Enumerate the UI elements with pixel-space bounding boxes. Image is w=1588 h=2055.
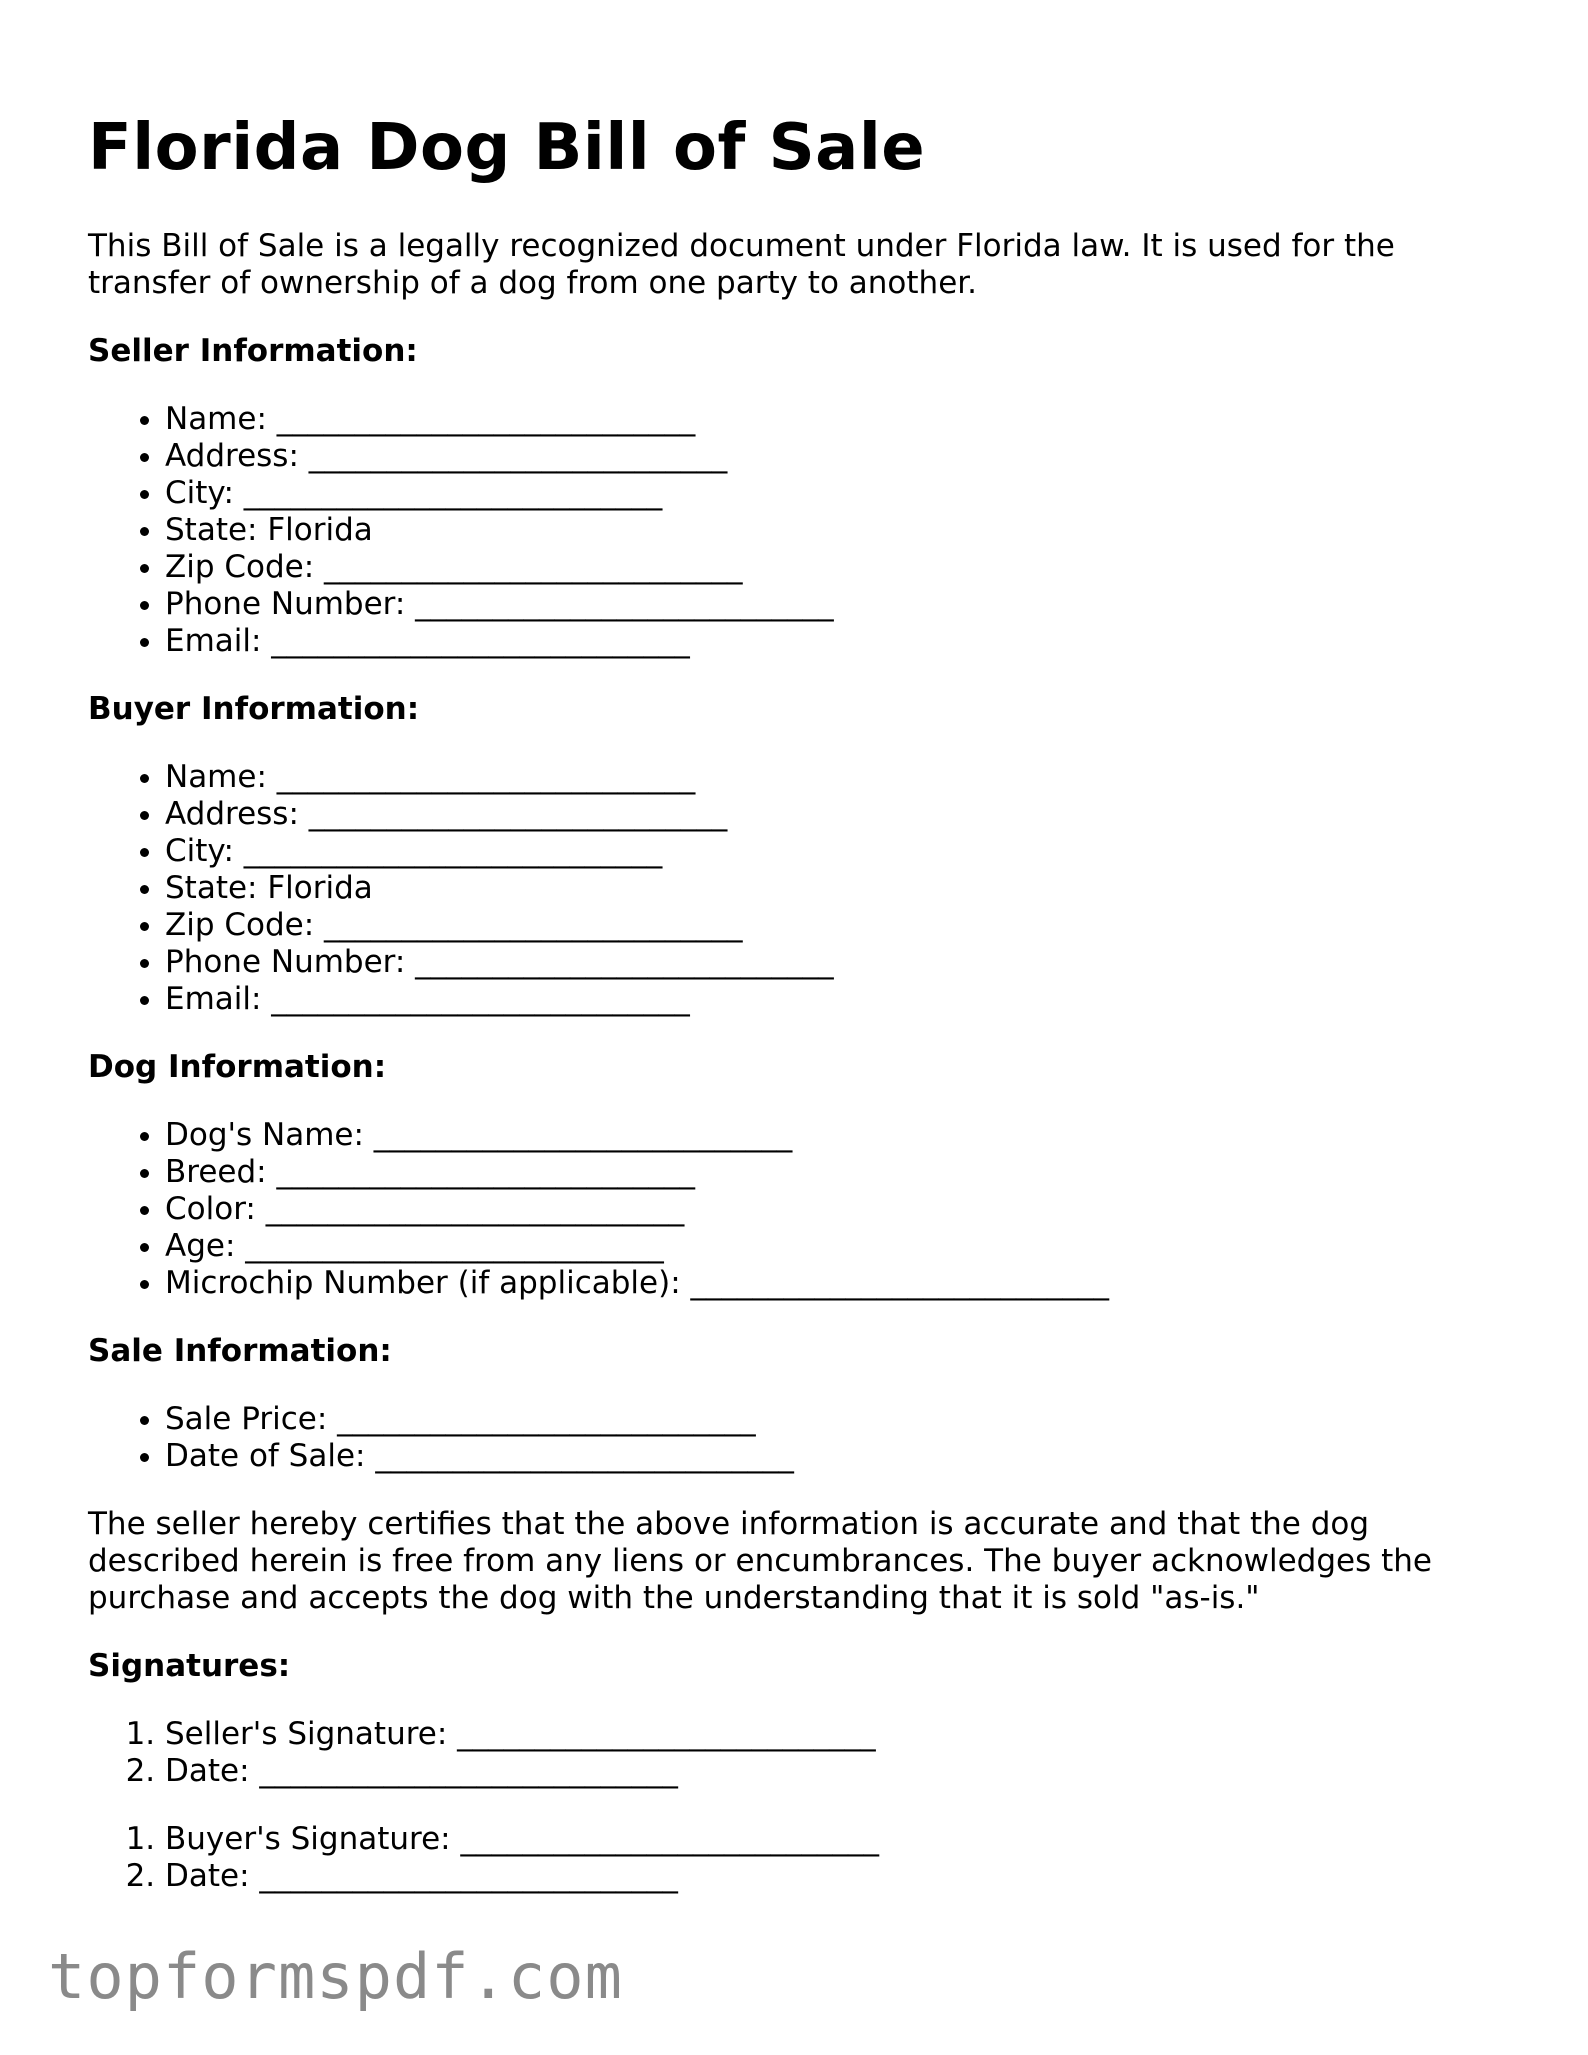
signatures-heading: Signatures: [88,1648,291,1684]
seller-info-list [88,401,1508,660]
dog-info-list [88,1117,1508,1302]
sale-price-field: • Sale Price: ___________________________ [165,1401,1508,1438]
buyer-signature-list [88,1821,1508,1895]
sale-date-field: • Date of Sale: ___________________________ [165,1438,1508,1475]
seller-email-field: • Email: ___________________________ [165,623,1508,660]
seller-signature-date-field: 2. Date: ___________________________ [165,1753,1508,1790]
seller-state-field: • State: Florida [165,512,1508,549]
buyer-city-field: • City: ___________________________ [165,833,1508,870]
dog-age-field: • Age: ___________________________ [165,1228,1508,1265]
seller-name-field: • Name: ___________________________ [165,401,1508,438]
watermark: topformspdf.com [48,1940,623,2013]
seller-signature-list [88,1716,1508,1790]
buyer-email-field: • Email: ___________________________ [165,981,1508,1018]
buyer-signature-field: 1. Buyer's Signature: ___________________________ [165,1821,1508,1858]
buyer-zip-field: • Zip Code: ___________________________ [165,907,1508,944]
buyer-signature-date-field: 2. Date: ___________________________ [165,1858,1508,1895]
buyer-state-field: • State: Florida [165,870,1508,907]
dog-color-field: • Color: ___________________________ [165,1191,1508,1228]
dog-heading: Dog Information: [88,1049,387,1085]
seller-heading: Seller Information: [88,333,418,369]
buyer-phone-field: • Phone Number: ___________________________ [165,944,1508,981]
dog-microchip-field: • Microchip Number (if applicable): ___________________________ [165,1265,1508,1302]
buyer-name-field: • Name: ___________________________ [165,759,1508,796]
page-title: Florida Dog Bill of Sale [88,111,926,185]
seller-city-field: • City: ___________________________ [165,475,1508,512]
sale-heading: Sale Information: [88,1333,392,1369]
dog-name-field: • Dog's Name: ___________________________ [165,1117,1508,1154]
dog-breed-field: • Breed: ___________________________ [165,1154,1508,1191]
buyer-info-list [88,759,1508,1018]
intro-paragraph: This Bill of Sale is a legally recognized document under Florida law. It is used for the transfer of ownership of a dog from one party to another. [88,228,1395,301]
buyer-heading: Buyer Information: [88,691,420,727]
sale-info-list [88,1401,1508,1475]
seller-zip-field: • Zip Code: ___________________________ [165,549,1508,586]
seller-phone-field: • Phone Number: ___________________________ [165,586,1508,623]
document-body [88,228,1508,1895]
buyer-address-field: • Address: ___________________________ [165,796,1508,833]
seller-address-field: • Address: ___________________________ [165,438,1508,475]
seller-signature-field: 1. Seller's Signature: ___________________________ [165,1716,1508,1753]
certification-paragraph: The seller hereby certifies that the above information is accurate and that the dog described herein is free from any liens or encumbrances. The buyer acknowledges the purchase and accepts the dog with the understanding that it is sold "as-is." [88,1506,1432,1616]
